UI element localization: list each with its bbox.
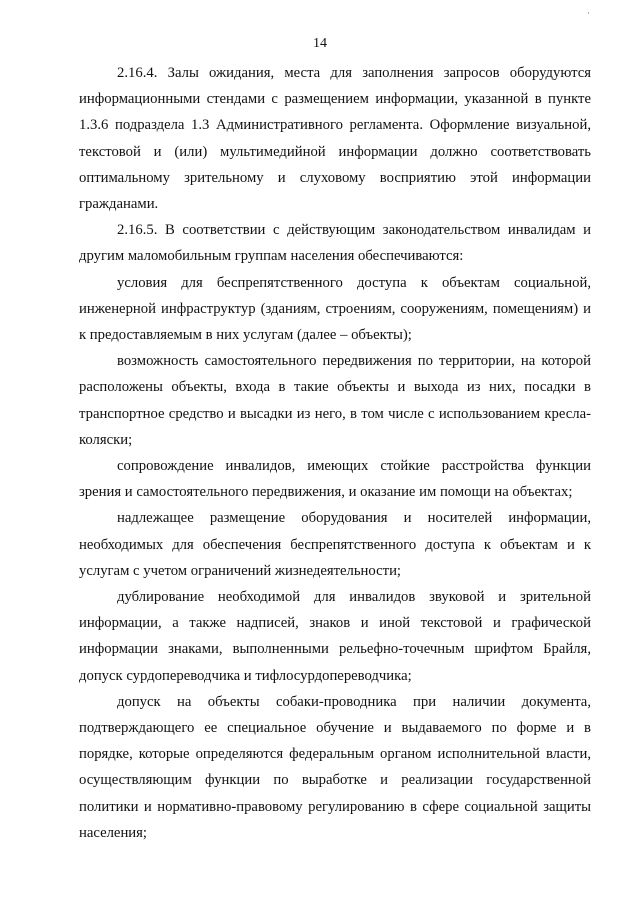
list-item-independent-movement: возможность самостоятельного передвижения по территории, на которой расположены объекты, входа в такие объекты и выхода из них, посадки в транспортное средство и высадки из него, в том числе с использованием кресла-коляски; — [79, 353, 591, 448]
list-item-escort: сопровождение инвалидов, имеющих стойкие расстройства функции зрения и самостоятельного передвижения, и оказание им помощи на объектах; — [79, 458, 591, 501]
list-item-equipment-placement: надлежащее размещение оборудования и носителей информации, необходимых для обеспечения беспрепятственного доступа к объектам и к услугам с учетом ограничений жизнедеятельности; — [79, 510, 591, 579]
paragraph-2-16-5: 2.16.5. В соответствии с действующим законодательством инвалидам и другим маломобильным группам населения обеспечиваются: — [79, 222, 591, 265]
page-number: 14 — [313, 36, 327, 51]
list-item-guide-dog-access: допуск на объекты собаки-проводника при наличии документа, подтверждающего ее специальное обучение и выдаваемого по форме и в порядке, которые определяются федеральным органом исполнительной власти, осуществляющим функции по выработке и реализации государственной политики и нормативно-правовому регулированию в сфере социальной защиты населения; — [79, 693, 591, 841]
body-text — [79, 60, 591, 846]
corner-mark: · — [587, 8, 590, 18]
list-item-access-conditions: условия для беспрепятственного доступа к объектам социальной, инженерной инфраструктур (зданиям, строениям, сооружениям, помещениям) и к предоставляемым в них услугам (далее – объекты); — [79, 274, 591, 344]
list-item-information-duplication: дублирование необходимой для инвалидов звуковой и зрительной информации, а также надписей, знаков и иной текстовой и графической информации знаками, выполненными рельефно-точечным шрифтом Брайля, допуск сурдопереводчика и тифлосурдопереводчика; — [79, 589, 591, 684]
paragraph-2-16-4: 2.16.4. Залы ожидания, места для заполнения запросов оборудуются информационными стендами с размещением информации, указанной в пункте 1.3.6 подраздела 1.3 Административного регламента. Оформление визуальной, текстовой и (или) мультимедийной информации должно соответствовать оптимальному зрительному и слуховому восприятию этой информации гражданами. — [79, 65, 591, 213]
